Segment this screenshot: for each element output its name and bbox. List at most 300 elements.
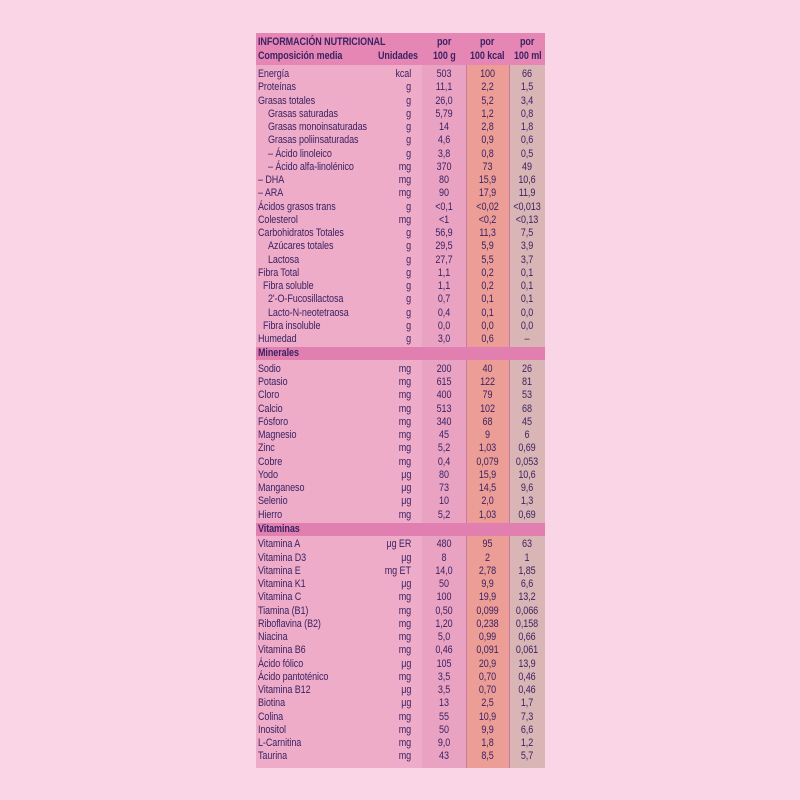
value-per-100kcal: 2,5: [481, 697, 494, 710]
value-per-100g: 26,0: [435, 94, 453, 107]
table-row: [256, 456, 545, 469]
value-per-100kcal: 19,9: [478, 591, 497, 604]
nutrient-unit: mg: [398, 455, 411, 468]
table-row: [256, 591, 545, 604]
nutrient-unit: g: [406, 306, 411, 319]
col-100kcal-header-line1: por: [480, 36, 495, 48]
value-per-100ml: 9,6: [520, 482, 534, 494]
table-row: [256, 108, 545, 121]
value-per-100kcal: 1,03: [478, 442, 497, 455]
nutrient-name: Yodo: [258, 468, 278, 481]
value-per-100ml: 5,7: [520, 750, 534, 763]
value-per-100kcal: 0,6: [481, 333, 494, 345]
table-row: [256, 389, 545, 402]
value-per-100ml: 7,3: [520, 710, 534, 723]
nutrient-name: Fibra Total: [258, 266, 300, 279]
table-row: [256, 134, 545, 147]
nutrient-name: Inositol: [258, 723, 286, 736]
section-header: [256, 523, 545, 536]
value-per-100kcal: 0,99: [478, 631, 497, 643]
value-per-100g: 3,8: [437, 147, 451, 160]
table-row: [256, 469, 545, 482]
nutrient-name: Zinc: [258, 442, 275, 455]
value-per-100g: 480: [436, 538, 452, 551]
value-per-100kcal: 9,9: [481, 723, 494, 736]
nutrient-unit: mg: [398, 710, 411, 723]
value-per-100ml: 66: [522, 68, 532, 80]
value-per-100kcal: 0,9: [481, 134, 494, 147]
value-per-100ml: 45: [522, 415, 532, 428]
value-per-100kcal: 0,2: [481, 266, 494, 279]
nutrient-unit: mg: [398, 187, 411, 200]
nutrient-unit: mg: [398, 213, 411, 226]
nutrient-unit: μg: [400, 697, 411, 710]
nutrient-unit: g: [406, 319, 411, 332]
value-per-100kcal: 0,8: [481, 147, 494, 160]
nutrient-unit: g: [406, 240, 411, 253]
value-per-100ml: 0,66: [518, 631, 536, 643]
value-per-100ml: 0,066: [515, 604, 539, 617]
value-per-100kcal: 20,9: [478, 657, 497, 670]
value-per-100kcal: 2,2: [481, 81, 494, 94]
nutrient-name: Colina: [258, 710, 284, 723]
nutrient-name: Biotina: [258, 697, 286, 710]
value-per-100kcal: 17,9: [478, 187, 497, 200]
nutrient-name: Lacto-N-neotetraosa: [268, 306, 349, 319]
table-row: [256, 429, 545, 442]
table-row: [256, 267, 545, 280]
value-per-100g: 14,0: [435, 564, 453, 577]
nutrient-unit: g: [406, 121, 411, 133]
value-per-100kcal: 14,5: [478, 482, 497, 494]
table-row: [256, 363, 545, 376]
value-per-100kcal: 0,1: [481, 293, 494, 306]
nutrient-name: Manganeso: [258, 482, 305, 494]
value-per-100g: 0,7: [437, 293, 451, 306]
value-per-100ml: 1,2: [520, 737, 534, 749]
nutrient-unit: mg: [398, 415, 411, 428]
value-per-100kcal: 9: [485, 429, 490, 441]
nutrient-name: Tiamina (B1): [258, 604, 309, 617]
value-per-100g: 0,4: [437, 455, 451, 468]
nutrient-name: Taurina: [258, 750, 288, 763]
value-per-100g: <1: [438, 213, 450, 226]
value-per-100ml: 1,3: [520, 495, 534, 508]
nutrient-name: Proteínas: [258, 81, 296, 94]
value-per-100g: 3,5: [437, 670, 451, 683]
value-per-100g: 80: [439, 174, 449, 186]
nutrient-name: Grasas poliinsaturadas: [268, 134, 359, 147]
nutrient-unit: mg: [398, 644, 411, 657]
value-per-100ml: 3,9: [520, 240, 534, 253]
value-per-100ml: 0,5: [520, 147, 534, 160]
nutrient-unit: mg: [398, 389, 411, 402]
table-row: [256, 280, 545, 293]
table-row: [256, 403, 545, 416]
value-per-100g: 50: [439, 578, 449, 590]
nutrient-name: Grasas monoinsaturadas: [268, 121, 367, 133]
nutrient-unit: μg: [400, 468, 411, 481]
value-per-100g: 5,79: [435, 107, 453, 120]
value-per-100ml: 0,0: [520, 306, 534, 319]
value-per-100ml: 0,158: [515, 617, 539, 630]
value-per-100g: 10: [439, 495, 449, 508]
value-per-100g: 14: [439, 121, 449, 133]
value-per-100g: <0,1: [435, 200, 453, 213]
table-row: [256, 81, 545, 94]
value-per-100ml: 68: [522, 402, 532, 415]
nutrient-unit: g: [406, 333, 411, 345]
nutrient-unit: kcal: [395, 68, 411, 80]
value-per-100g: 56,9: [435, 227, 453, 239]
table-row: [256, 671, 545, 684]
nutrient-name: Vitamina C: [258, 591, 302, 604]
nutrient-name: Niacina: [258, 631, 288, 643]
nutrient-name: Grasas saturadas: [268, 107, 338, 120]
table-row: [256, 509, 545, 522]
nutrient-name: L-Carnitina: [258, 737, 302, 749]
table-row: [256, 724, 545, 737]
nutrient-unit: mg: [398, 160, 411, 173]
table-row: [256, 240, 545, 253]
value-per-100ml: 63: [522, 538, 532, 551]
value-per-100kcal: 1,8: [481, 737, 494, 749]
value-per-100g: 45: [439, 429, 449, 441]
value-per-100ml: 0,053: [515, 455, 539, 468]
nutrient-unit: mg: [398, 508, 411, 521]
table-row: [256, 214, 545, 227]
nutrient-unit: mg ET: [384, 564, 411, 577]
table-row: [256, 333, 545, 346]
value-per-100g: 0,0: [437, 319, 451, 332]
value-per-100kcal: 15,9: [478, 174, 497, 186]
value-per-100ml: 49: [522, 160, 532, 173]
value-per-100kcal: <0,2: [478, 213, 497, 226]
nutrient-unit: μg ER: [386, 538, 411, 551]
table-row: [256, 578, 545, 591]
value-per-100g: 90: [439, 187, 449, 200]
value-per-100ml: 6: [524, 429, 530, 441]
value-per-100g: 105: [436, 657, 452, 670]
value-per-100g: 1,1: [437, 266, 451, 279]
table-row: [256, 618, 545, 631]
table-row: [256, 416, 545, 429]
table-row: [256, 187, 545, 200]
nutrient-name: Selenio: [258, 495, 288, 508]
nutrient-name: Azúcares totales: [268, 240, 334, 253]
table-row: [256, 307, 545, 320]
nutrient-name: Vitamina D3: [258, 551, 307, 564]
nutrient-unit: μg: [400, 578, 411, 590]
nutrient-unit: μg: [400, 551, 411, 564]
value-per-100kcal: 8,5: [481, 750, 494, 763]
value-per-100ml: <0,13: [515, 213, 539, 226]
value-per-100kcal: 2,8: [481, 121, 494, 133]
nutrient-unit: mg: [398, 362, 411, 375]
value-per-100ml: 0,1: [520, 280, 534, 292]
nutrient-name: Riboflavina (B2): [258, 617, 321, 630]
nutrient-name: Carbohidratos Totales: [258, 227, 344, 239]
value-per-100kcal: 0,70: [478, 684, 497, 696]
value-per-100kcal: 0,238: [476, 617, 499, 630]
value-per-100kcal: 0,70: [478, 670, 497, 683]
value-per-100g: 4,6: [437, 134, 451, 147]
section-title: Minerales: [258, 347, 299, 360]
value-per-100kcal: 0,0: [481, 319, 494, 332]
value-per-100ml: 1: [524, 551, 530, 564]
value-per-100ml: 1,5: [520, 81, 534, 94]
nutrient-name: Hierro: [258, 508, 283, 521]
table-row: [256, 121, 545, 134]
value-per-100g: 1,20: [435, 617, 453, 630]
value-per-100ml: 0,1: [520, 293, 534, 306]
nutrient-unit: g: [406, 253, 411, 266]
value-per-100g: 200: [436, 362, 452, 375]
value-per-100g: 5,0: [437, 631, 451, 643]
nutrient-name: Vitamina K1: [258, 578, 306, 590]
nutrient-name: 2'-O-Fucosillactosa: [268, 293, 344, 306]
value-per-100ml: 26: [522, 362, 532, 375]
value-per-100kcal: 0,091: [476, 644, 499, 657]
value-per-100g: 100: [436, 591, 452, 604]
nutrient-name: Fibra insoluble: [263, 319, 321, 332]
value-per-100g: 3,5: [437, 684, 451, 696]
nutrient-unit: g: [406, 94, 411, 107]
value-per-100ml: 0,69: [518, 442, 536, 455]
table-row: [256, 538, 545, 551]
value-per-100g: 27,7: [435, 253, 453, 266]
value-per-100ml: 0,46: [518, 670, 536, 683]
value-per-100ml: 0,0: [520, 319, 534, 332]
value-per-100kcal: 15,9: [478, 468, 497, 481]
nutrient-name: Cloro: [258, 389, 280, 402]
col-100ml-header-line2: 100 ml: [514, 50, 542, 62]
table-row: [256, 644, 545, 657]
nutrient-unit: mg: [398, 376, 411, 388]
table-row: [256, 631, 545, 644]
nutrient-name: Fósforo: [258, 415, 289, 428]
table-row: [256, 376, 545, 389]
nutrient-unit: g: [406, 293, 411, 306]
value-per-100ml: 81: [522, 376, 532, 388]
table-row: [256, 161, 545, 174]
value-per-100kcal: 0,079: [476, 455, 499, 468]
value-per-100ml: 3,7: [520, 253, 534, 266]
value-per-100g: 73: [439, 482, 449, 494]
col-100kcal-header-line2: 100 kcal: [470, 50, 505, 62]
value-per-100kcal: 40: [482, 362, 493, 375]
value-per-100kcal: 10,9: [478, 710, 497, 723]
col-100ml-header-line1: por: [520, 36, 535, 48]
nutrient-name: Ácido fólico: [258, 657, 304, 670]
value-per-100g: 0,46: [435, 644, 453, 657]
value-per-100g: 503: [436, 68, 452, 80]
value-per-100g: 8: [441, 551, 447, 564]
nutrient-name: Vitamina A: [258, 538, 301, 551]
nutrient-name: – DHA: [258, 174, 285, 186]
nutrient-unit: mg: [398, 591, 411, 604]
nutrient-name: Energía: [258, 68, 290, 80]
value-per-100g: 9,0: [437, 737, 451, 749]
table-title: INFORMACIÓN NUTRICIONAL: [258, 36, 386, 48]
nutrient-unit: g: [406, 81, 411, 94]
table-header: [256, 33, 545, 65]
table-row: [256, 227, 545, 240]
table-row: [256, 442, 545, 455]
nutrient-name: Vitamina E: [258, 564, 301, 577]
value-per-100kcal: 2,78: [478, 564, 497, 577]
nutrient-name: Sodio: [258, 362, 281, 375]
nutrient-name: Cobre: [258, 455, 283, 468]
value-per-100g: 370: [436, 160, 452, 173]
value-per-100kcal: 1,2: [481, 107, 494, 120]
nutrient-unit: μg: [400, 684, 411, 696]
value-per-100g: 50: [439, 723, 449, 736]
value-per-100g: 13: [439, 697, 449, 710]
value-per-100g: 615: [436, 376, 452, 388]
table-row: [256, 174, 545, 187]
col-100g-header-line1: por: [437, 36, 452, 48]
nutrient-name: Ácido pantoténico: [258, 670, 329, 683]
value-per-100ml: –: [524, 333, 530, 345]
nutrient-unit: mg: [398, 174, 411, 186]
value-per-100g: 5,2: [437, 442, 451, 455]
value-per-100ml: 6,6: [520, 578, 534, 590]
value-per-100kcal: 68: [482, 415, 493, 428]
nutrient-name: Potasio: [258, 376, 288, 388]
value-per-100kcal: 0,1: [481, 306, 494, 319]
value-per-100ml: 10,6: [518, 468, 536, 481]
value-per-100ml: 1,85: [518, 564, 536, 577]
nutrient-unit: μg: [400, 657, 411, 670]
value-per-100kcal: 5,2: [481, 94, 494, 107]
nutrient-name: Magnesio: [258, 429, 297, 441]
nutrient-unit: μg: [400, 495, 411, 508]
nutrient-unit: mg: [398, 604, 411, 617]
value-per-100ml: 10,6: [518, 174, 536, 186]
nutrient-name: Vitamina B12: [258, 684, 311, 696]
table-row: [256, 68, 545, 81]
nutrient-name: – ARA: [258, 187, 284, 200]
nutrient-name: Fibra soluble: [263, 280, 314, 292]
nutrient-unit: g: [406, 134, 411, 147]
nutrient-unit: g: [406, 147, 411, 160]
value-per-100ml: 0,69: [518, 508, 536, 521]
table-row: [256, 552, 545, 565]
nutrient-name: Grasas totales: [258, 94, 316, 107]
section-header: [256, 347, 545, 360]
table-row: [256, 605, 545, 618]
table-row: [256, 293, 545, 306]
nutrient-name: – Ácido alfa-linolénico: [268, 160, 354, 173]
value-per-100ml: 13,9: [518, 657, 536, 670]
value-per-100g: 5,2: [437, 508, 451, 521]
value-per-100kcal: 73: [482, 160, 493, 173]
value-per-100kcal: 11,3: [479, 227, 496, 239]
table-row: [256, 737, 545, 750]
value-per-100g: 43: [439, 750, 449, 763]
nutrient-name: – Ácido linoleico: [268, 147, 332, 160]
value-per-100ml: 0,8: [520, 107, 534, 120]
section-title: Vitaminas: [258, 522, 300, 535]
value-per-100g: 0,4: [437, 306, 451, 319]
value-per-100g: 400: [436, 389, 452, 402]
nutrient-name: Colesterol: [258, 213, 298, 226]
table-row: [256, 254, 545, 267]
value-per-100g: 55: [439, 710, 449, 723]
table-row: [256, 711, 545, 724]
value-per-100kcal: 5,5: [481, 253, 494, 266]
table-subtitle: Composición media: [258, 50, 343, 62]
value-per-100ml: <0,013: [513, 200, 541, 213]
value-per-100kcal: 95: [482, 538, 493, 551]
value-per-100ml: 11,9: [518, 187, 536, 200]
nutrient-unit: g: [406, 107, 411, 120]
value-per-100g: 340: [436, 415, 452, 428]
table-row: [256, 482, 545, 495]
nutrient-unit: g: [406, 200, 411, 213]
nutrient-unit: mg: [398, 442, 411, 455]
value-per-100g: 513: [436, 402, 452, 415]
value-per-100ml: 6,6: [520, 723, 534, 736]
value-per-100g: 11,1: [435, 81, 453, 94]
value-per-100g: 1,1: [437, 280, 451, 292]
value-per-100kcal: 79: [482, 389, 493, 402]
value-per-100g: 29,5: [435, 240, 453, 253]
table-row: [256, 148, 545, 161]
table-row: [256, 750, 545, 763]
value-per-100kcal: 1,03: [478, 508, 497, 521]
table-row: [256, 658, 545, 671]
value-per-100kcal: 102: [480, 402, 495, 415]
nutrient-unit: mg: [398, 429, 411, 441]
nutrient-unit: mg: [398, 670, 411, 683]
nutrient-name: Lactosa: [268, 253, 300, 266]
nutrient-name: Vitamina B6: [258, 644, 306, 657]
nutrient-name: Ácidos grasos trans: [258, 200, 336, 213]
nutrient-unit: g: [406, 227, 411, 239]
nutrient-name: Calcio: [258, 402, 283, 415]
value-per-100ml: 0,1: [520, 266, 534, 279]
units-header: Unidades: [378, 50, 418, 62]
table-row: [256, 201, 545, 214]
nutrient-unit: g: [406, 280, 411, 292]
value-per-100ml: 13,2: [518, 591, 536, 604]
value-per-100ml: 3,4: [520, 94, 534, 107]
value-per-100kcal: 9,9: [481, 578, 494, 590]
value-per-100g: 3,0: [437, 333, 451, 345]
value-per-100ml: 7,5: [520, 227, 534, 239]
value-per-100kcal: <0,02: [476, 200, 499, 213]
table-row: [256, 320, 545, 333]
value-per-100kcal: 0,2: [481, 280, 494, 292]
value-per-100ml: 1,8: [520, 121, 534, 133]
table-row: [256, 95, 545, 108]
value-per-100ml: 53: [522, 389, 532, 402]
value-per-100kcal: 0,099: [476, 604, 499, 617]
value-per-100ml: 0,061: [515, 644, 539, 657]
value-per-100kcal: 122: [480, 376, 495, 388]
col-100g-header-line2: 100 g: [433, 50, 456, 62]
value-per-100kcal: 5,9: [481, 240, 494, 253]
table-row: [256, 565, 545, 578]
value-per-100ml: 1,7: [520, 697, 534, 710]
nutrition-table: [256, 33, 545, 768]
value-per-100g: 0,50: [435, 604, 453, 617]
nutrient-unit: mg: [398, 617, 411, 630]
table-row: [256, 684, 545, 697]
nutrient-unit: mg: [398, 750, 411, 763]
